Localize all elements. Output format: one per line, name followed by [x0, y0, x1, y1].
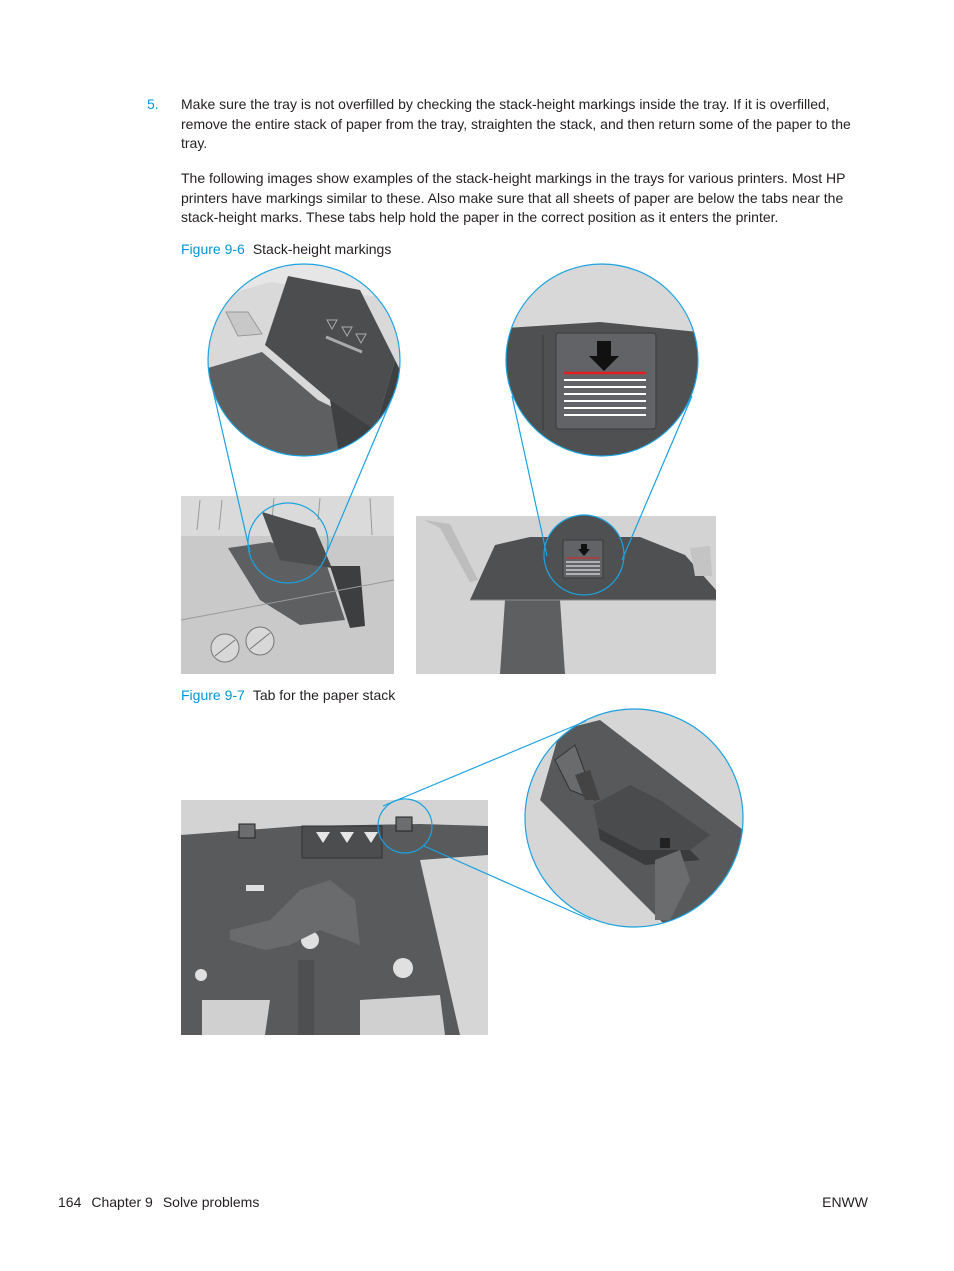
footer-edition: ENWW: [822, 1194, 868, 1210]
footer-chapter: Chapter 9: [91, 1194, 153, 1210]
step-number: 5.: [147, 96, 159, 112]
page-number: 164: [58, 1194, 82, 1210]
tray-photo: [181, 800, 488, 1035]
figure-9-7-caption: [181, 687, 395, 703]
figure-9-7-number: Figure 9-7: [181, 687, 245, 703]
footer-section: Solve problems: [162, 1194, 260, 1210]
right-zoom-detail: [506, 264, 698, 456]
step-text: Make sure the tray is not overfilled by checking the stack-height markings inside the tray. If it is overfilled, remove the entire stack of paper from the tray, straighten the stack, and then return some of the paper to the tray.: [181, 96, 851, 151]
figure-9-6-caption: [181, 241, 391, 257]
figure-9-7-title: Tab for the paper stack: [252, 687, 396, 703]
left-zoom-detail: [208, 260, 400, 460]
figure-9-6-title: Stack-height markings: [252, 241, 392, 257]
figure-9-6-illustration: [175, 258, 725, 678]
figure-9-6-number: Figure 9-6: [181, 241, 245, 257]
figure-9-7-illustration: [175, 705, 750, 1040]
note-text: The following images show examples of the stack-height markings in the trays for various printers. Most HP printers have markings similar to these. Also make sure that all sheets of paper are below the tabs near the stack-height marks. These tabs help hold the paper in the correct position as it enters the printer.: [181, 170, 846, 225]
footer-left: [58, 1194, 269, 1210]
